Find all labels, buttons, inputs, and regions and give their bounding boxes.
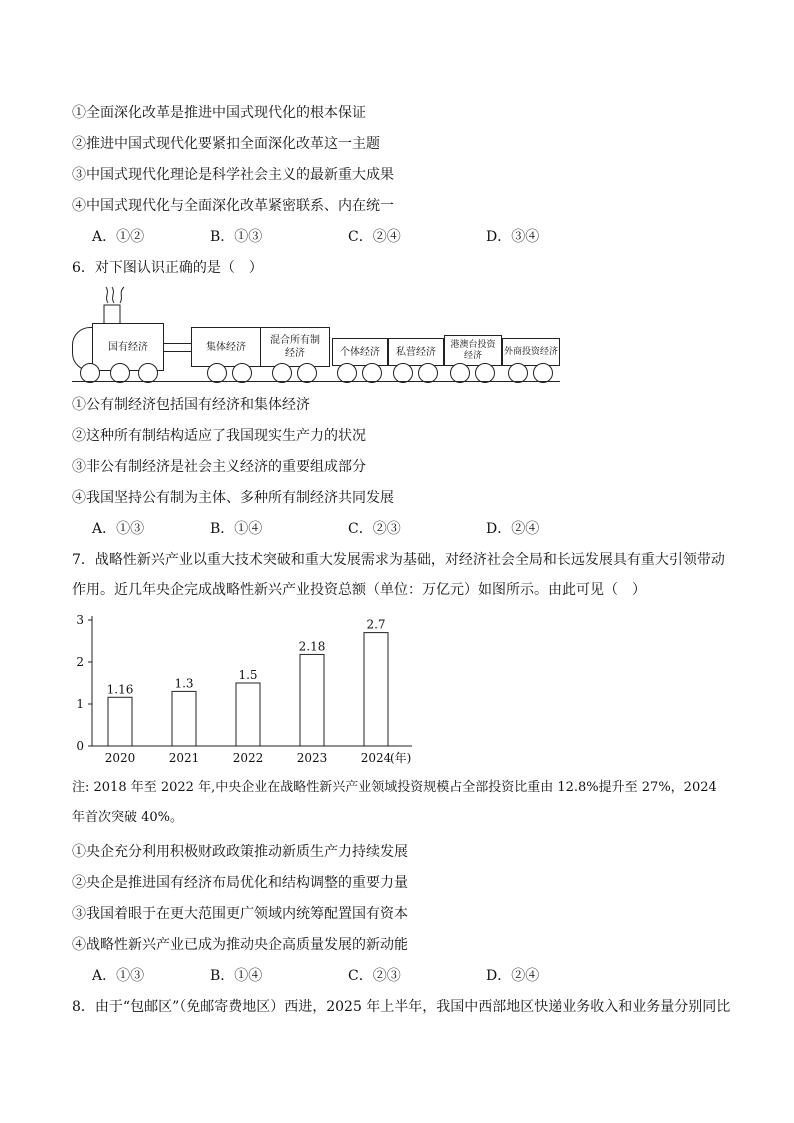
- q6-option-d[interactable]: D．②④: [486, 521, 540, 537]
- x-tick-label: 2024: [360, 751, 392, 765]
- rail-track: [72, 381, 560, 382]
- q6-option-b[interactable]: B．①④: [210, 521, 263, 537]
- bar: [172, 691, 196, 746]
- car-state-owned: 国有经济: [92, 323, 164, 371]
- wheel: [533, 363, 553, 383]
- q8-stem-line-1: 8．由于“包邮区”（免邮寄费地区）西进，2025 年上半年，我国中西部地区快递业务收入和业务量分别同比: [72, 999, 731, 1015]
- y-tick-label: 1: [76, 697, 84, 711]
- bar-value-label: 1.5: [238, 668, 258, 682]
- coupler: [163, 351, 191, 352]
- q5-statement-1: ①全面深化改革是推进中国式现代化的根本保证: [72, 105, 366, 121]
- y-tick-label: 0: [76, 739, 84, 753]
- q5-option-a[interactable]: A．①②: [92, 229, 145, 245]
- wheel: [337, 363, 357, 383]
- wheel: [450, 363, 470, 383]
- ownership-train-diagram: [72, 285, 562, 385]
- y-tick-label: 3: [76, 613, 84, 627]
- q7-statement-2: ②央企是推进国有经济布局优化和结构调整的重要力量: [72, 875, 408, 891]
- q7-stem-line-1: 7．战略性新兴产业以重大技术突破和重大发展需求为基础，对经济社会全局和长远发展具有重大引领带动: [72, 552, 725, 568]
- q7-option-b[interactable]: B．①④: [210, 968, 263, 984]
- q5-option-d[interactable]: D．③④: [486, 229, 540, 245]
- coupler: [163, 343, 191, 344]
- q7-stem-line-2: 作用。近几年央企完成战略性新兴产业投资总额（单位：万亿元）如图所示。由此可见（ ）: [72, 582, 646, 598]
- q7-option-c[interactable]: C．②③: [348, 968, 401, 984]
- car-foreign-investment: 外商投资经济: [502, 338, 560, 366]
- wheel: [297, 363, 317, 383]
- q6-option-c[interactable]: C．②③: [348, 521, 401, 537]
- q7-note-line-2: 年首次突破 40%。: [72, 810, 184, 825]
- bar-value-label: 2.18: [298, 639, 326, 654]
- q7-statement-1: ①央企充分利用积极财政政策推动新质生产力持续发展: [72, 844, 408, 860]
- car-private: 私营经济: [388, 338, 444, 366]
- x-tick-label: 2023: [296, 751, 328, 765]
- car-collective: 集体经济: [191, 327, 261, 367]
- q5-option-c[interactable]: C．②④: [348, 229, 401, 245]
- q5-option-b[interactable]: B．①③: [210, 229, 263, 245]
- q6-statement-4: ④我国坚持公有制为主体、多种所有制经济共同发展: [72, 490, 394, 506]
- wheel: [110, 363, 130, 383]
- wheel: [362, 363, 382, 383]
- q7-option-d[interactable]: D．②④: [486, 968, 540, 984]
- q7-statement-4: ④战略性新兴产业已成为推动央企高质量发展的新动能: [72, 937, 408, 953]
- investment-bar-chart: [60, 610, 440, 770]
- wheel: [393, 363, 413, 383]
- wheel: [272, 363, 292, 383]
- q5-statement-2: ②推进中国式现代化要紧扣全面深化改革这一主题: [72, 136, 380, 152]
- x-axis-unit-label: (年): [390, 751, 412, 765]
- x-tick-label: 2022: [232, 751, 264, 765]
- wheel: [80, 363, 100, 383]
- q6-option-a[interactable]: A．①③: [92, 521, 145, 537]
- q5-statement-4: ④中国式现代化与全面深化改革紧密联系、内在统一: [72, 198, 394, 214]
- q7-option-a[interactable]: A．①③: [92, 968, 145, 984]
- bar: [364, 633, 388, 746]
- q6-statement-1: ①公有制经济包括国有经济和集体经济: [72, 397, 310, 413]
- car-hk-macao-taiwan: 港澳台投资 经济: [444, 335, 502, 366]
- wheel: [207, 363, 227, 383]
- wheel: [232, 363, 252, 383]
- bar-value-label: 1.3: [174, 676, 194, 691]
- q6-statement-3: ③非公有制经济是社会主义经济的重要组成部分: [72, 459, 366, 475]
- x-tick-label: 2021: [168, 751, 200, 765]
- wheel: [418, 363, 438, 383]
- q6-stem: 6．对下图认识正确的是（ ）: [72, 260, 263, 276]
- bar-value-label: 2.7: [366, 617, 386, 632]
- car-mixed-ownership: 混合所有制 经济: [260, 327, 330, 367]
- wheel: [475, 363, 495, 383]
- bar: [108, 697, 132, 746]
- q7-note-line-1: 注: 2018 年至 2022 年,中央企业在战略性新兴产业领域投资规模占全部投资比重由 12.8%提升至 27%，2024: [72, 780, 717, 795]
- car-individual: 个体经济: [332, 338, 388, 366]
- y-tick-label: 2: [76, 655, 84, 669]
- bar-value-label: 1.16: [106, 682, 134, 697]
- q7-statement-3: ③我国着眼于在更大范围更广领域内统筹配置国有资本: [72, 906, 408, 922]
- bar: [300, 654, 324, 746]
- bar: [236, 683, 260, 746]
- wheel: [138, 363, 158, 383]
- chimney-icon: [98, 285, 138, 327]
- wheel: [508, 363, 528, 383]
- x-tick-label: 2020: [104, 751, 136, 765]
- q5-statement-3: ③中国式现代化理论是科学社会主义的最新重大成果: [72, 167, 394, 183]
- q6-statement-2: ②这种所有制结构适应了我国现实生产力的状况: [72, 428, 366, 444]
